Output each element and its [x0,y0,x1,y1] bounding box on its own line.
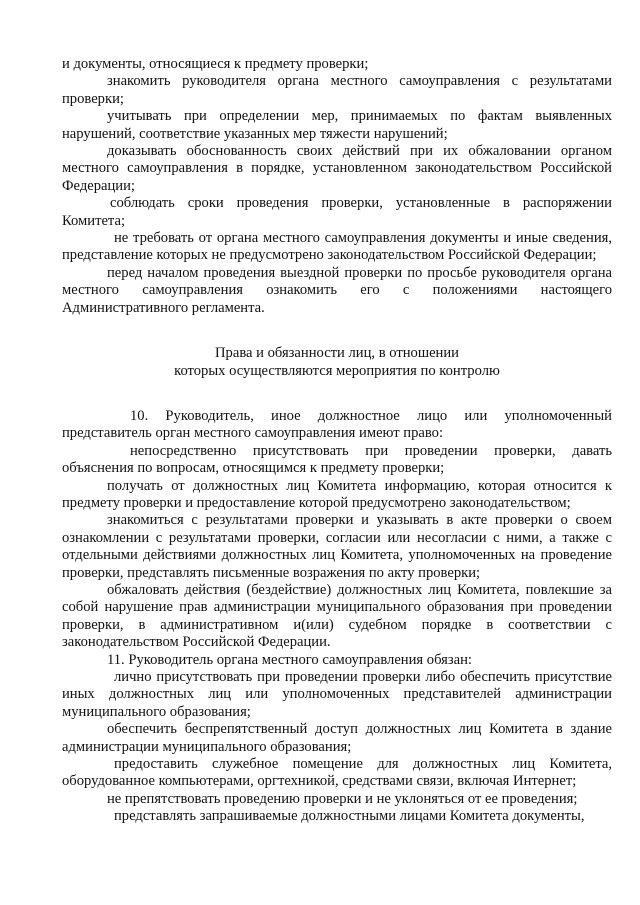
paragraph: представлять запрашиваемые должностными лицами Комитета документы, [114,808,585,825]
paragraph: не требовать от органа местного самоуправления документы и иные сведения, представление которых не предусмотрено законодательством Российской Федерации; [62,230,612,264]
paragraph: доказывать обоснованность своих действий при их обжаловании органом местного самоуправления в порядке, установленном законодательством Российской Федерации; [62,143,612,194]
paragraph: знакомить руководителя органа местного самоуправления с результатами проверки; [62,73,612,107]
document-page [62,56,612,826]
paragraph-item-10: 10. Руководитель, иное должностное лицо или уполномоченный представитель орган местного самоуправления имеют право: [62,407,612,442]
paragraph-item-11: 11. Руководитель органа местного самоуправления обязан: [107,651,472,668]
paragraph: не препятствовать проведению проверки и не уклоняться от ее проведения; [107,790,578,807]
paragraph: непосредственно присутствовать при проведении проверки, давать объяснения по вопросам, относящимся к предмету проверки; [62,442,612,477]
paragraph: учитывать при определении мер, принимаемых по фактам выявленных нарушений, соответствие указанных мер тяжести нарушений; [62,108,612,142]
paragraph: перед началом проведения выездной проверки по просьбе руководителя органа местного самоуправления ознакомить его с положениями настоящего Административного регламента. [62,264,612,316]
section-heading [62,345,612,380]
paragraph: обжаловать действия (бездействие) должностных лиц Комитета, повлекшие за собой нарушение прав администрации муниципального образования при проведении проверки, в административном и(или) судебном порядке в соответствии с законодательством Российской Федерации. [62,581,612,651]
paragraph: получать от должностных лиц Комитета информацию, которая относится к предмету проверки и предоставление которой предусмотрено законодательством; [62,477,612,511]
paragraph: обеспечить беспрепятственный доступ должностных лиц Комитета в здание администрации муниципального образования; [62,721,612,755]
paragraph: лично присутствовать при проведении проверки либо обеспечить присутствие иных должностных лиц или уполномоченных представителей администрации муниципального образования; [62,669,612,720]
paragraph: соблюдать сроки проведения проверки, установленные в распоряжении Комитета; [62,195,612,229]
section-heading-line: Права и обязанности лиц, в отношении [215,345,459,362]
paragraph: предоставить служебное помещение для должностных лиц Комитета, оборудованное компьютерами, оргтехникой, средствами связи, включая Интернет; [62,756,612,790]
section-heading-line: которых осуществляются мероприятия по контролю [174,362,500,379]
paragraph: и документы, относящиеся к предмету проверки; [62,56,369,72]
paragraph: знакомиться с результатами проверки и указывать в акте проверки о своем ознакомлении с результатами проверки, согласии или несогласии с ними, а также с отдельными действиями должностных лиц Комитета, уполномоченных на проведение проверки, представлять письменные возражения по акту проверки; [62,512,612,581]
